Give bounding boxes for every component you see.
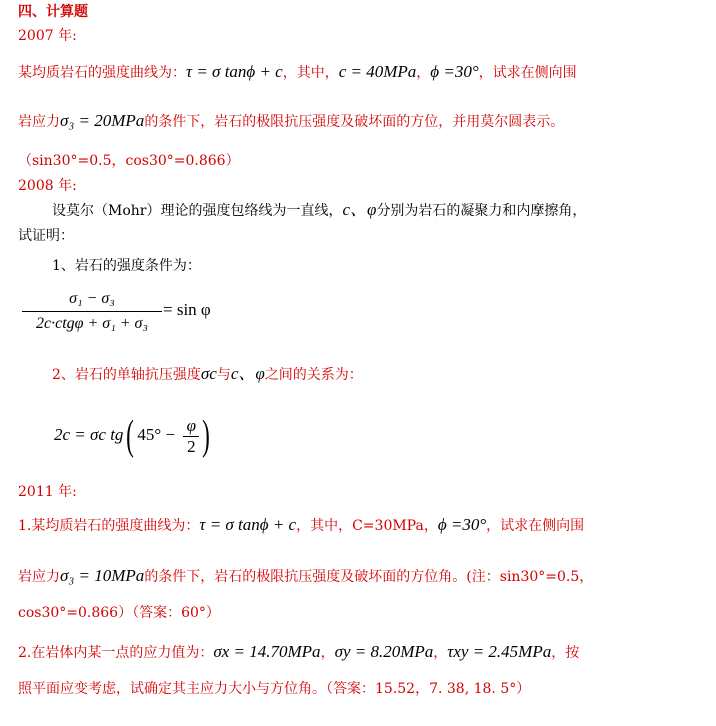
text: 与	[216, 367, 231, 383]
c-phi-vars: c、φ	[342, 200, 377, 219]
strength-formula: τ = σ tanϕ + c	[199, 515, 297, 534]
text: 分别为岩石的凝聚力和内摩擦角，	[376, 203, 587, 219]
text: 岩应力	[18, 114, 60, 130]
item-1: 1、岩石的强度条件为：	[52, 258, 201, 274]
text: 2.在岩体内某一点的应力值为：	[18, 645, 214, 661]
text: 设莫尔（Mohr）理论的强度包络线为一直线，	[52, 203, 343, 219]
text: ，按	[551, 645, 580, 661]
fraction-bar	[22, 311, 162, 312]
text: 2、岩石的单轴抗压强度	[52, 367, 201, 383]
sigma-c: σc	[200, 364, 217, 383]
text: 岩应力	[18, 569, 60, 585]
p2007-line3: （sin30°=0.5，cos30°=0.866）	[18, 153, 240, 169]
inner-numerator: φ	[186, 415, 197, 435]
section-title: 四、计算题	[18, 4, 88, 20]
fraction-denominator: 2c·ctgφ + σ₁ + σ₃	[36, 315, 148, 332]
sigma-y-value: σy = 8.20MPa	[334, 642, 434, 661]
sigma3-value: σ₃ = 10MPa	[60, 566, 145, 585]
text: 之间的关系为：	[264, 367, 363, 383]
p2007-line1	[18, 62, 698, 83]
sin-phi: = sin φ	[163, 300, 211, 319]
strength-formula: τ = σ tanϕ + c	[186, 62, 283, 81]
text: ，其中，	[282, 65, 339, 81]
text: 的条件下，岩石的极限抗压强度及破坏面的方位角。(注：sin30°=0.5，	[144, 569, 594, 585]
inner-fraction	[183, 416, 199, 457]
text: ，	[416, 65, 431, 81]
q2011-2-line1	[18, 642, 698, 663]
inner-denominator: 2	[187, 436, 196, 456]
text: 某均质岩石的强度曲线为：	[18, 65, 186, 81]
q2011-1-line2	[18, 566, 698, 587]
ucs-formula	[54, 412, 213, 460]
p2008-line2: 试证明：	[18, 228, 74, 244]
year-2008: 2008 年:	[18, 178, 77, 194]
strength-condition-fraction	[22, 288, 162, 335]
c-value: c = 40MPa	[338, 62, 417, 81]
phi-value: ϕ =30°	[430, 62, 479, 81]
text: 的条件下，岩石的极限抗压强度及破坏面的方位，并用莫尔圆表示。	[144, 114, 565, 130]
phi-value: ϕ =30°	[437, 515, 487, 534]
sigma-x-value: σx = 14.70MPa	[213, 642, 321, 661]
q2011-2-line2: 照平面应变考虑，试确定其主应力大小与方位角。（答案：15.52，7. 38, 18. 5°）	[18, 681, 531, 697]
year-2011: 2011 年:	[18, 484, 77, 500]
separator: ，	[433, 645, 448, 661]
p2007-line2	[18, 111, 698, 132]
fraction-numerator: σ₁ − σ₃	[69, 290, 115, 307]
left-paren: (	[126, 413, 135, 459]
q2011-1-line1	[18, 515, 698, 536]
text: ，其中，C=30MPa，	[296, 518, 438, 534]
year-2007: 2007 年:	[18, 28, 77, 44]
formula-inner: 45° −	[137, 424, 176, 444]
formula-lhs: 2c = σc tg	[54, 424, 124, 444]
c-phi-vars: c、φ	[230, 364, 265, 383]
right-paren: )	[202, 413, 211, 459]
text: 1.某均质岩石的强度曲线为：	[18, 518, 200, 534]
q2011-1-line3: cos30°=0.866）（答案：60°）	[18, 605, 220, 621]
item-2	[52, 364, 698, 385]
separator: ，	[320, 645, 335, 661]
text: ，试求在侧向围	[486, 518, 585, 534]
tau-xy-value: τxy = 2.45MPa	[447, 642, 552, 661]
sigma3-value: σ₃ = 20MPa	[60, 111, 145, 130]
text: ，试求在侧向围	[478, 65, 577, 81]
p2008-line1	[52, 200, 698, 221]
